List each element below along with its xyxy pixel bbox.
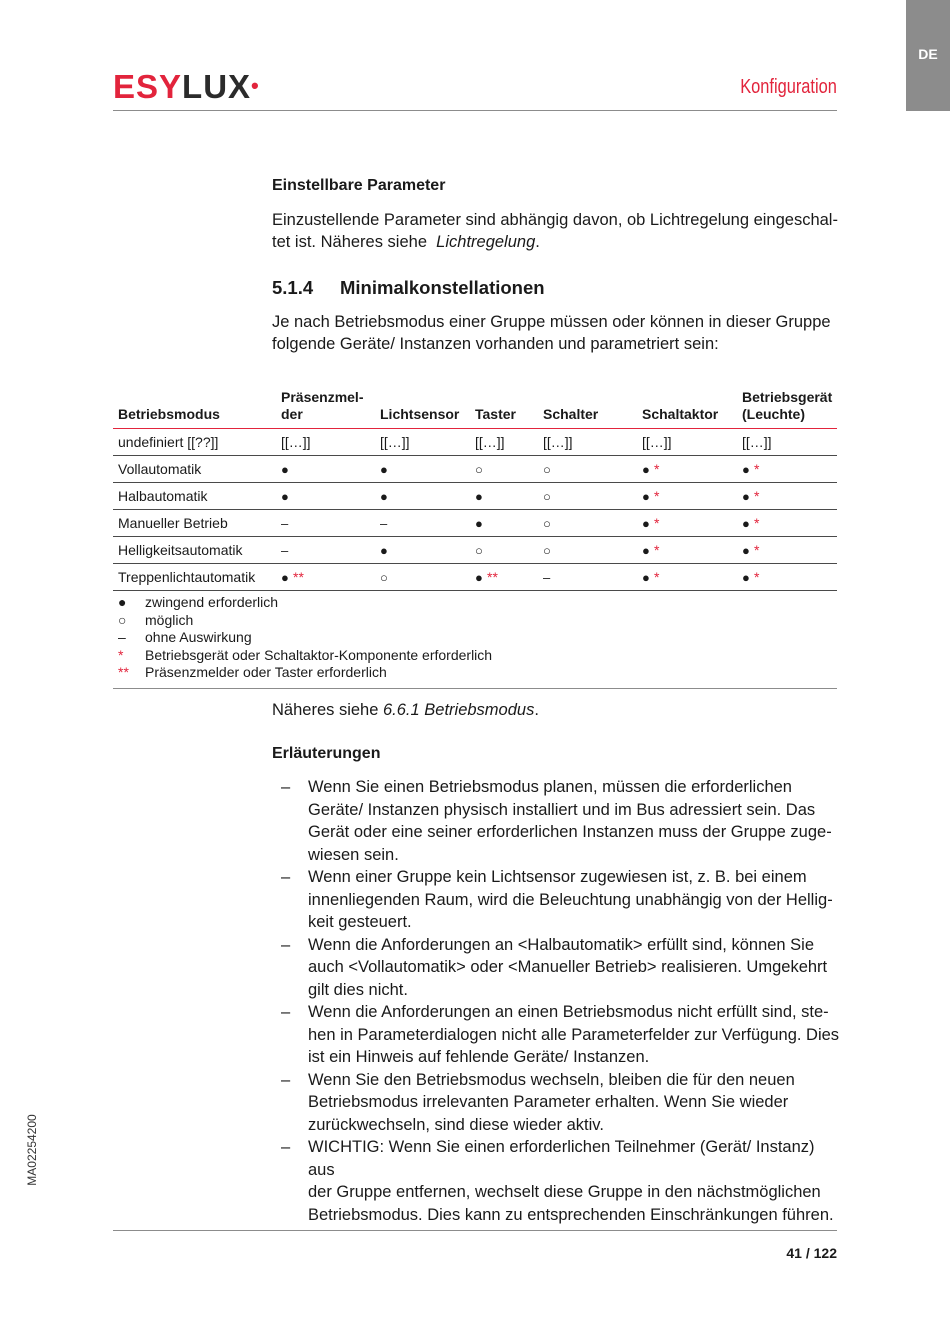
table-row xyxy=(113,483,837,510)
betriebsmodus-link[interactable]: 6.6.1 Betriebsmodus xyxy=(382,701,535,719)
lichtregelung-link[interactable]: Lichtregelung xyxy=(436,233,536,251)
requirement-footnote-mark: * xyxy=(754,488,760,504)
requirement-symbol: ● xyxy=(642,516,650,531)
dash-bullet: – xyxy=(281,935,291,954)
requirement-footnote-mark: * xyxy=(654,542,660,558)
legend-item xyxy=(113,664,837,682)
requirement-cell xyxy=(737,564,837,591)
list-item-line: hen in Parameterdialogen nicht alle Parameterfelder zur Verfügung. Dies xyxy=(308,1025,840,1044)
constellation-table xyxy=(113,384,837,591)
legend-item xyxy=(113,594,837,612)
table-row xyxy=(113,537,837,564)
legend-symbol: * xyxy=(118,646,124,663)
requirement-cell xyxy=(637,510,737,537)
requirement-symbol: ● xyxy=(380,543,388,558)
mode-cell: Helligkeitsautomatik xyxy=(113,537,276,564)
requirement-symbol: [[…]] xyxy=(642,434,672,450)
requirement-cell xyxy=(737,483,837,510)
requirement-cell xyxy=(470,483,538,510)
list-item xyxy=(272,1069,842,1137)
requirement-cell xyxy=(637,429,737,456)
list-item-line: Geräte/ Instanzen physisch installiert und im Bus adressiert sein. Das xyxy=(308,800,816,819)
document-code xyxy=(20,1110,44,1190)
requirement-symbol: ○ xyxy=(543,462,551,477)
legend-text: Betriebsgerät oder Schaltaktor-Komponente erforderlich xyxy=(145,646,493,663)
reference-line xyxy=(272,699,539,721)
requirement-symbol: – xyxy=(281,543,289,558)
requirement-symbol: ● xyxy=(475,489,483,504)
list-item-line: Wenn die Anforderungen an <Halbautomatik> erfüllt sind, können Sie xyxy=(308,935,815,954)
requirement-cell xyxy=(276,564,375,591)
requirement-symbol: ● xyxy=(475,570,483,585)
explanations-list-wrap xyxy=(272,776,842,1226)
requirement-symbol: [[…]] xyxy=(742,434,772,450)
legend-text: Präsenzmelder oder Taster erforderlich xyxy=(145,664,387,680)
requirement-symbol: ● xyxy=(742,489,750,504)
list-item xyxy=(272,1001,842,1069)
intro-heading: Einstellbare Parameter xyxy=(272,177,446,194)
requirement-footnote-mark: ** xyxy=(487,569,498,585)
requirement-footnote-mark: * xyxy=(754,461,760,477)
requirement-symbol: ● xyxy=(642,570,650,585)
mode-cell: Vollautomatik xyxy=(113,456,276,483)
table-row xyxy=(113,510,837,537)
requirement-symbol: ● xyxy=(742,516,750,531)
legend-text: möglich xyxy=(145,611,194,628)
list-item xyxy=(272,1136,842,1226)
table-row xyxy=(113,564,837,591)
requirement-cell xyxy=(375,429,470,456)
table-row xyxy=(113,429,837,456)
page-number: 41 / 122 xyxy=(786,1245,837,1261)
list-item-line: zurückwechseln, sind diese wieder aktiv. xyxy=(308,1115,604,1134)
mode-cell: undefiniert [[??]] xyxy=(113,429,276,456)
list-item-line: Wenn Sie den Betriebsmodus wechseln, bleiben die für den neuen xyxy=(308,1070,795,1089)
requirement-symbol: ● xyxy=(281,489,289,504)
col-header-betriebsgeraet: Betriebsgerät (Leuchte) xyxy=(737,384,837,429)
logo-text-red: ESY xyxy=(113,68,183,105)
requirement-symbol: – xyxy=(281,516,289,531)
requirement-footnote-mark: * xyxy=(754,542,760,558)
intro-heading-wrap xyxy=(272,177,445,195)
mode-cell: Manueller Betrieb xyxy=(113,510,276,537)
requirement-footnote-mark: * xyxy=(654,488,660,504)
requirement-cell xyxy=(470,456,538,483)
requirement-cell xyxy=(470,510,538,537)
dash-bullet: – xyxy=(281,778,291,796)
legend-divider xyxy=(113,688,837,689)
requirement-cell xyxy=(375,537,470,564)
reference-suffix: . xyxy=(534,701,539,719)
requirement-footnote-mark: * xyxy=(654,515,660,531)
requirement-footnote-mark: * xyxy=(654,461,660,477)
list-item xyxy=(272,934,842,1002)
dash-bullet: – xyxy=(281,868,291,886)
intro-line-2-text: tet ist. Näheres siehe xyxy=(272,233,437,251)
requirement-symbol: ● xyxy=(281,462,289,477)
dash-bullet: – xyxy=(281,1070,291,1089)
col-header-betriebsmodus: Betriebsmodus xyxy=(113,384,276,429)
requirement-cell xyxy=(276,537,375,564)
legend-symbol: – xyxy=(118,629,126,645)
document-code-text: MA02254200 xyxy=(25,1114,39,1186)
list-item-line: Betriebsmodus. Dies kann zu entsprechenden Einschränkungen führen. xyxy=(308,1205,834,1224)
section-title: Konfiguration xyxy=(740,76,837,98)
col-header-praesenzmelder: Präsenzmel- der xyxy=(276,384,375,429)
list-item-line: innenliegenden Raum, wird die Beleuchtung unabhängig von der Hellig- xyxy=(308,890,833,909)
explanations-heading-wrap xyxy=(272,745,380,763)
list-item-line: gilt dies nicht. xyxy=(308,980,408,999)
requirement-cell xyxy=(375,564,470,591)
requirement-cell xyxy=(276,483,375,510)
requirement-footnote-mark: * xyxy=(754,569,760,585)
intro-line-2 xyxy=(272,231,842,253)
requirement-symbol: – xyxy=(543,570,551,585)
col-header-lichtsensor: Lichtsensor xyxy=(375,384,470,429)
requirement-footnote-mark: ** xyxy=(293,569,304,585)
requirement-cell xyxy=(375,456,470,483)
header-divider xyxy=(113,110,837,111)
section-number: 5.1.4 xyxy=(272,277,314,298)
reference-prefix: Näheres siehe xyxy=(272,701,383,719)
mode-cell: Treppenlichtautomatik xyxy=(113,564,276,591)
intro-line-1: Einzustellende Parameter sind abhängig davon, ob Lichtregelung eingeschal- xyxy=(272,211,838,229)
list-item-line: Betriebsmodus irrelevanten Parameter erhalten. Wenn Sie wieder xyxy=(308,1093,789,1111)
legend-text: ohne Auswirkung xyxy=(145,629,252,645)
requirement-symbol: ● xyxy=(281,570,289,585)
requirement-symbol: ○ xyxy=(543,516,551,531)
esylux-logo xyxy=(113,66,260,107)
dash-bullet: – xyxy=(281,1138,291,1156)
list-item-line: Wenn einer Gruppe kein Lichtsensor zugewiesen ist, z. B. bei einem xyxy=(308,868,807,886)
legend-symbol: ** xyxy=(118,664,129,680)
col-header-taster: Taster xyxy=(470,384,538,429)
requirement-cell xyxy=(737,456,837,483)
requirement-symbol: [[…]] xyxy=(281,434,311,450)
legend-text: zwingend erforderlich xyxy=(145,594,279,610)
section-title-text: Minimalkonstellationen xyxy=(340,277,545,298)
list-item-line: ist ein Hinweis auf fehlende Geräte/ Instanzen. xyxy=(308,1048,650,1066)
requirement-symbol: ● xyxy=(742,570,750,585)
table-row xyxy=(113,456,837,483)
requirement-cell xyxy=(538,564,637,591)
requirement-symbol: ○ xyxy=(475,462,483,477)
requirement-cell xyxy=(538,456,637,483)
table-header-row xyxy=(113,384,837,429)
list-item-line: Gerät oder eine seiner erforderlichen Instanzen muss der Gruppe zuge- xyxy=(308,823,832,841)
requirement-cell xyxy=(276,510,375,537)
requirement-cell xyxy=(737,537,837,564)
legend-item xyxy=(113,647,837,665)
requirement-footnote-mark: * xyxy=(654,569,660,585)
list-item-line: WICHTIG: Wenn Sie einen erforderlichen Teilnehmer (Gerät/ Instanz) aus xyxy=(308,1138,815,1179)
list-item-line: Wenn die Anforderungen an einen Betriebsmodus nicht erfüllt sind, ste- xyxy=(308,1003,829,1021)
requirement-cell xyxy=(737,510,837,537)
requirement-symbol: ○ xyxy=(380,570,388,585)
dash-bullet: – xyxy=(281,1003,291,1021)
explanations-heading: Erläuterungen xyxy=(272,745,381,762)
section-line-1: Je nach Betriebsmodus einer Gruppe müssen oder können in dieser Gruppe xyxy=(272,313,831,331)
requirement-cell xyxy=(637,564,737,591)
requirement-symbol: ○ xyxy=(475,543,483,558)
requirement-footnote-mark: * xyxy=(754,515,760,531)
requirement-cell xyxy=(637,456,737,483)
requirement-symbol: [[…]] xyxy=(543,434,573,450)
requirement-symbol: ● xyxy=(642,462,650,477)
requirement-cell xyxy=(276,456,375,483)
requirement-cell xyxy=(538,429,637,456)
requirement-symbol: ● xyxy=(742,462,750,477)
requirement-cell xyxy=(470,537,538,564)
explanations-list xyxy=(272,776,842,1226)
logo-text-dark: LUX xyxy=(182,68,252,105)
requirement-cell xyxy=(470,564,538,591)
col-header-schaltaktor: Schaltaktor xyxy=(637,384,737,429)
requirement-symbol: ● xyxy=(642,489,650,504)
legend-item xyxy=(113,629,837,647)
requirement-symbol: – xyxy=(380,516,388,531)
legend-symbol: ● xyxy=(118,594,127,610)
requirement-cell xyxy=(637,483,737,510)
mode-cell: Halbautomatik xyxy=(113,483,276,510)
list-item-line: keit gesteuert. xyxy=(308,913,412,931)
requirement-symbol: ● xyxy=(742,543,750,558)
requirement-symbol: [[…]] xyxy=(475,434,505,450)
section-paragraph xyxy=(272,311,842,355)
intro-line-2-end: . xyxy=(535,233,540,251)
requirement-symbol: ● xyxy=(642,543,650,558)
legend-item xyxy=(113,612,837,630)
requirement-cell xyxy=(637,537,737,564)
legend-symbol: ○ xyxy=(118,611,127,628)
requirement-cell xyxy=(737,429,837,456)
language-tab-label: DE xyxy=(918,46,938,62)
requirement-cell xyxy=(470,429,538,456)
requirement-cell xyxy=(538,510,637,537)
intro-paragraph xyxy=(272,209,842,253)
requirement-symbol: [[…]] xyxy=(380,434,410,450)
list-item-line: wiesen sein. xyxy=(308,845,399,864)
requirement-symbol: ● xyxy=(380,489,388,504)
list-item-line: der Gruppe entfernen, wechselt diese Gruppe in den nächstmöglichen xyxy=(308,1183,821,1201)
list-item xyxy=(272,866,842,934)
requirement-cell xyxy=(375,510,470,537)
language-tab xyxy=(906,0,950,111)
requirement-cell xyxy=(276,429,375,456)
list-item xyxy=(272,776,842,866)
col-header-schalter: Schalter xyxy=(538,384,637,429)
requirement-symbol: ● xyxy=(475,516,483,531)
requirement-symbol: ○ xyxy=(543,543,551,558)
footer-divider xyxy=(113,1230,837,1231)
requirement-cell xyxy=(538,483,637,510)
requirement-cell xyxy=(538,537,637,564)
table-legend xyxy=(113,594,837,682)
requirement-cell xyxy=(375,483,470,510)
section-heading xyxy=(272,277,545,299)
list-item-line: Wenn Sie einen Betriebsmodus planen, müssen die erforderlichen xyxy=(308,778,792,796)
section-line-2: folgende Geräte/ Instanzen vorhanden und parametriert sein: xyxy=(272,335,719,353)
requirement-symbol: ○ xyxy=(543,489,551,504)
requirement-symbol: ● xyxy=(380,462,388,477)
list-item-line: auch <Vollautomatik> oder <Manueller Betrieb> realisieren. Umgekehrt xyxy=(308,958,828,976)
logo-dot-icon: • xyxy=(251,73,260,98)
